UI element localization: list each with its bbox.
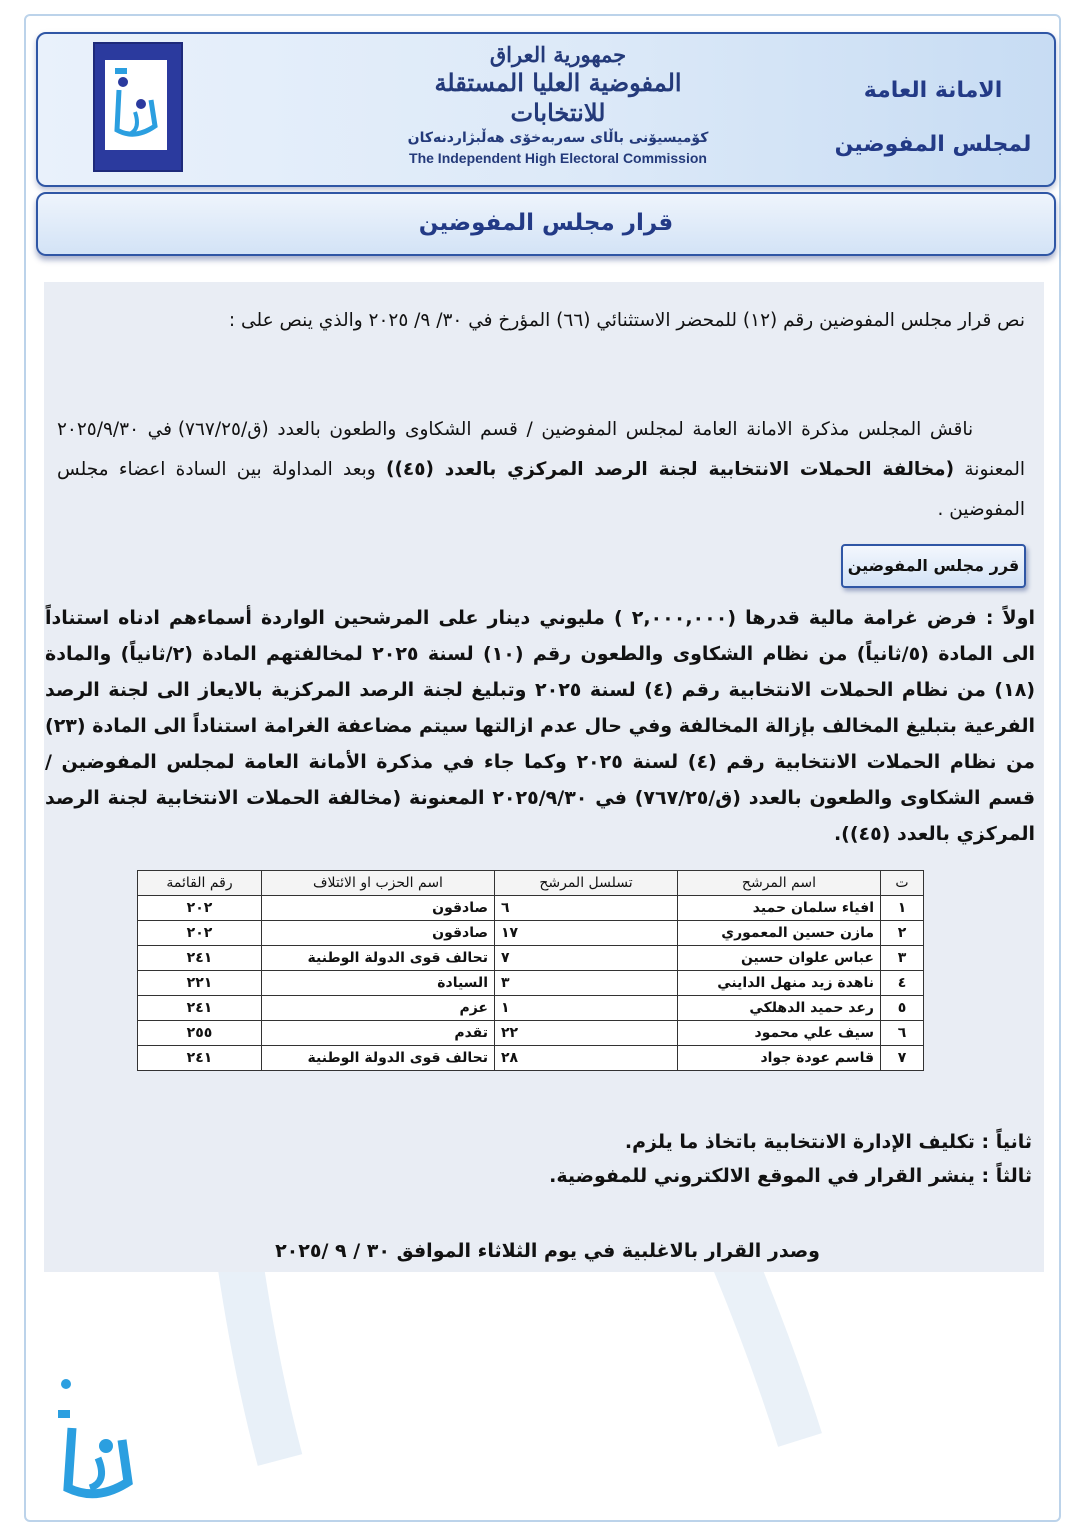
cell-number: ٣: [881, 946, 924, 971]
first-text: فرض غرامة مالية قدرها (٢,٠٠٠,٠٠٠ ) مليوني دينار على المرشحين الواردة أسماءهم ادناه استناداً الى المادة (٥/ثانياً) من نظام الشكاوى والطعون رقم (١٠) لسنة ٢٠٢٥ لمخالفتهم المادة (٢/ثانياً) والمادة (١٨) من نظام الحملات الانتخابية رقم (٤) لسنة ٢٠٢٥ وتبليغ لجنة الرصد المركزية بالايعاز الى لجنة الرصد الفرعية بتبليغ المخالف بإزالة المخالفة وفي حال عدم ازالتها سيتم مضاعفة الغرامة استناداً الى المادة (٢٣) من نظام الحملات الانتخابية رقم (٤) لسنة ٢٠٢٥ وكما جاء في مذكرة الأمانة العامة لمجلس المفوضين / قسم الشكاوى والطعون بالعدد (ق/٧٦٧/٢٥) في ٢٠٢٥/٩/٣٠ المعنونة (مخالفة الحملات الانتخابية لجنة الرصد المركزي بالعدد (٤٥)).: [45, 607, 1036, 845]
cell-sequence: ١: [495, 996, 678, 1021]
col-header-list: رقم القائمة: [138, 871, 262, 896]
commission-name: [398, 42, 718, 168]
discussion-text: ناقش المجلس مذكرة الامانة العامة لمجلس المفوضين / قسم الشكاوى والطعون بالعدد (ق/٧٦٧/٢٥) في ٢٠٢٥/٩/٣٠ المعنونة: [57, 419, 1025, 480]
decision-second-third: [332, 1125, 1032, 1193]
table-header-row: [138, 871, 924, 896]
brand-line-english: The Independent High Electoral Commission: [409, 150, 707, 166]
cell-name: ناهدة زيد منهل الدايني: [678, 971, 881, 996]
discussion-paragraph: [57, 410, 1025, 530]
cell-sequence: ٢٨: [495, 1046, 678, 1071]
decision-first: [45, 600, 1035, 852]
corner-logo-icon: [52, 1370, 142, 1510]
page-title: قرار مجلس المفوضين: [36, 192, 1056, 256]
cell-name: عباس علوان حسين: [678, 946, 881, 971]
cell-name: رعد حميد الدهلكي: [678, 996, 881, 1021]
cell-number: ٢: [881, 921, 924, 946]
table-row: [138, 946, 924, 971]
first-lead: اولاً :: [976, 607, 1035, 629]
cell-party: تحالف قوى الدولة الوطنية: [262, 1046, 495, 1071]
cell-party: صادقون: [262, 896, 495, 921]
col-header-party: اسم الحزب او الائتلاف: [262, 871, 495, 896]
cell-number: ٥: [881, 996, 924, 1021]
brand-line-2: المفوضية العليا المستقلة للانتخابات: [434, 68, 682, 127]
intro-paragraph: نص قرار مجلس المفوضين رقم (١٢) للمحضر الاستثنائي (٦٦) المؤرخ في ٣٠/ ٩/ ٢٠٢٥ والذي ينص على :: [228, 310, 1025, 331]
cell-name: سيف علي محمود: [678, 1021, 881, 1046]
section-line-2: لمجلس المفوضين: [834, 132, 1032, 157]
decision-label: قرر مجلس المفوضين: [841, 544, 1026, 588]
cell-number: ١: [881, 896, 924, 921]
decision-third: ثالثاً : ينشر القرار في الموقع الالكتروني للمفوضية.: [549, 1165, 1032, 1187]
table-row: [138, 1021, 924, 1046]
cell-list: ٢٢١: [138, 971, 262, 996]
cell-sequence: ٣: [495, 971, 678, 996]
cell-name: قاسم عودة جواد: [678, 1046, 881, 1071]
cell-name: مازن حسين المعموري: [678, 921, 881, 946]
cell-sequence: ٢٢: [495, 1021, 678, 1046]
col-header-number: ت: [881, 871, 924, 896]
table-row: [138, 896, 924, 921]
cell-list: ٢٤١: [138, 996, 262, 1021]
cell-name: افياء سلمان حميد: [678, 896, 881, 921]
candidates-table: [137, 870, 924, 1071]
brand-line-1: جمهورية العراق: [489, 42, 627, 67]
table-row: [138, 1046, 924, 1071]
issued-statement: وصدر القرار بالاغلبية في يوم الثلاثاء الموافق ٣٠ / ٩ /٢٠٢٥: [275, 1240, 820, 1262]
cell-list: ٢٤١: [138, 946, 262, 971]
cell-list: ٢٥٥: [138, 1021, 262, 1046]
ballot-logo-icon: [105, 60, 167, 150]
cell-party: السيادة: [262, 971, 495, 996]
cell-number: ٧: [881, 1046, 924, 1071]
cell-list: ٢٤١: [138, 1046, 262, 1071]
col-header-name: اسم المرشح: [678, 871, 881, 896]
cell-sequence: ٧: [495, 946, 678, 971]
cell-party: صادقون: [262, 921, 495, 946]
table-row: [138, 971, 924, 996]
cell-party: تحالف قوى الدولة الوطنية: [262, 946, 495, 971]
letterhead: [36, 32, 1056, 187]
cell-number: ٤: [881, 971, 924, 996]
table-row: [138, 996, 924, 1021]
cell-list: ٢٠٢: [138, 896, 262, 921]
cell-list: ٢٠٢: [138, 921, 262, 946]
decision-second: ثانياً : تكليف الإدارة الانتخابية باتخاذ ما يلزم.: [624, 1131, 1032, 1153]
table-row: [138, 921, 924, 946]
section-line-1: الامانة العامة: [863, 78, 1003, 103]
discussion-tail: وبعد المداولة بين السادة اعضاء مجلس المفوضين .: [57, 459, 1025, 520]
commission-logo: [93, 42, 183, 172]
cell-number: ٦: [881, 1021, 924, 1046]
cell-sequence: ٦: [495, 896, 678, 921]
col-header-sequence: تسلسل المرشح: [495, 871, 678, 896]
cell-party: تقدم: [262, 1021, 495, 1046]
cell-party: عزم: [262, 996, 495, 1021]
discussion-subject: (مخالفة الحملات الانتخابية لجنة الرصد المركزي بالعدد (٤٥)): [386, 459, 955, 480]
brand-line-3: كۆمیسیۆنی باڵای سەربەخۆی هەڵبژاردنەکان: [407, 130, 709, 146]
secretariat-label: [828, 64, 1038, 172]
cell-sequence: ١٧: [495, 921, 678, 946]
